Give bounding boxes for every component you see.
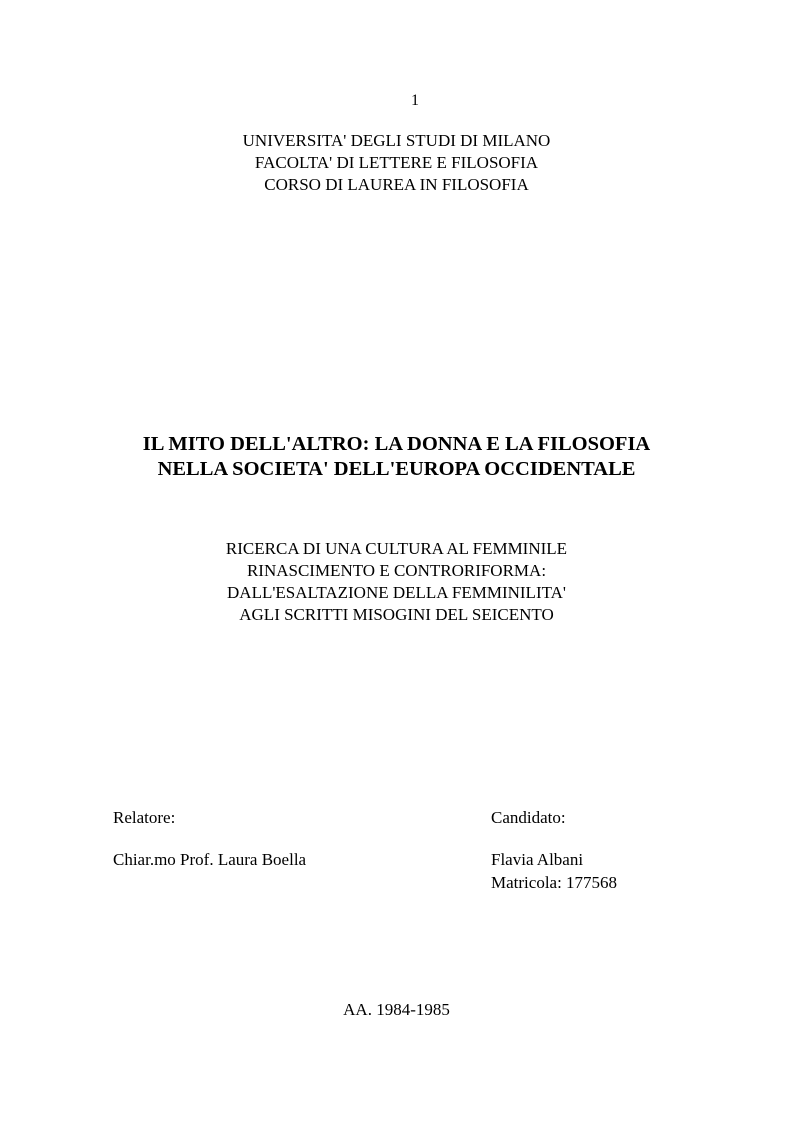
subtitle-line-4: AGLI SCRITTI MISOGINI DEL SEICENTO [239,605,554,624]
relatore-label: Relatore: [113,808,176,827]
candidato-label: Candidato: [491,808,566,827]
university-name: UNIVERSITA' DEGLI STUDI DI MILANO [242,131,551,150]
candidato-matricola: Matricola: 177568 [491,873,618,892]
subtitle-line-2: RINASCIMENTO E CONTRORIFORMA: [246,561,547,580]
course-name: CORSO DI LAUREA IN FILOSOFIA [264,175,529,194]
page-number: 1 [411,92,419,109]
thesis-subtitle [0,538,793,626]
thesis-title [0,432,793,482]
academic-year: AA. 1984-1985 [343,1000,450,1019]
faculty-name: FACOLTA' DI LETTERE E FILOSOFIA [254,153,539,172]
title-line-2: NELLA SOCIETA' DELL'EUROPA OCCIDENTALE [157,458,636,480]
institution-block [0,130,793,196]
candidato-name: Flavia Albani [491,850,584,869]
relatore-name: Chiar.mo Prof. Laura Boella [113,850,307,869]
subtitle-line-3: DALL'ESALTAZIONE DELLA FEMMINILITA' [227,583,566,602]
title-line-1: IL MITO DELL'ALTRO: LA DONNA E LA FILOSOFIA [142,433,651,455]
subtitle-line-1: RICERCA DI UNA CULTURA AL FEMMINILE [225,539,568,558]
